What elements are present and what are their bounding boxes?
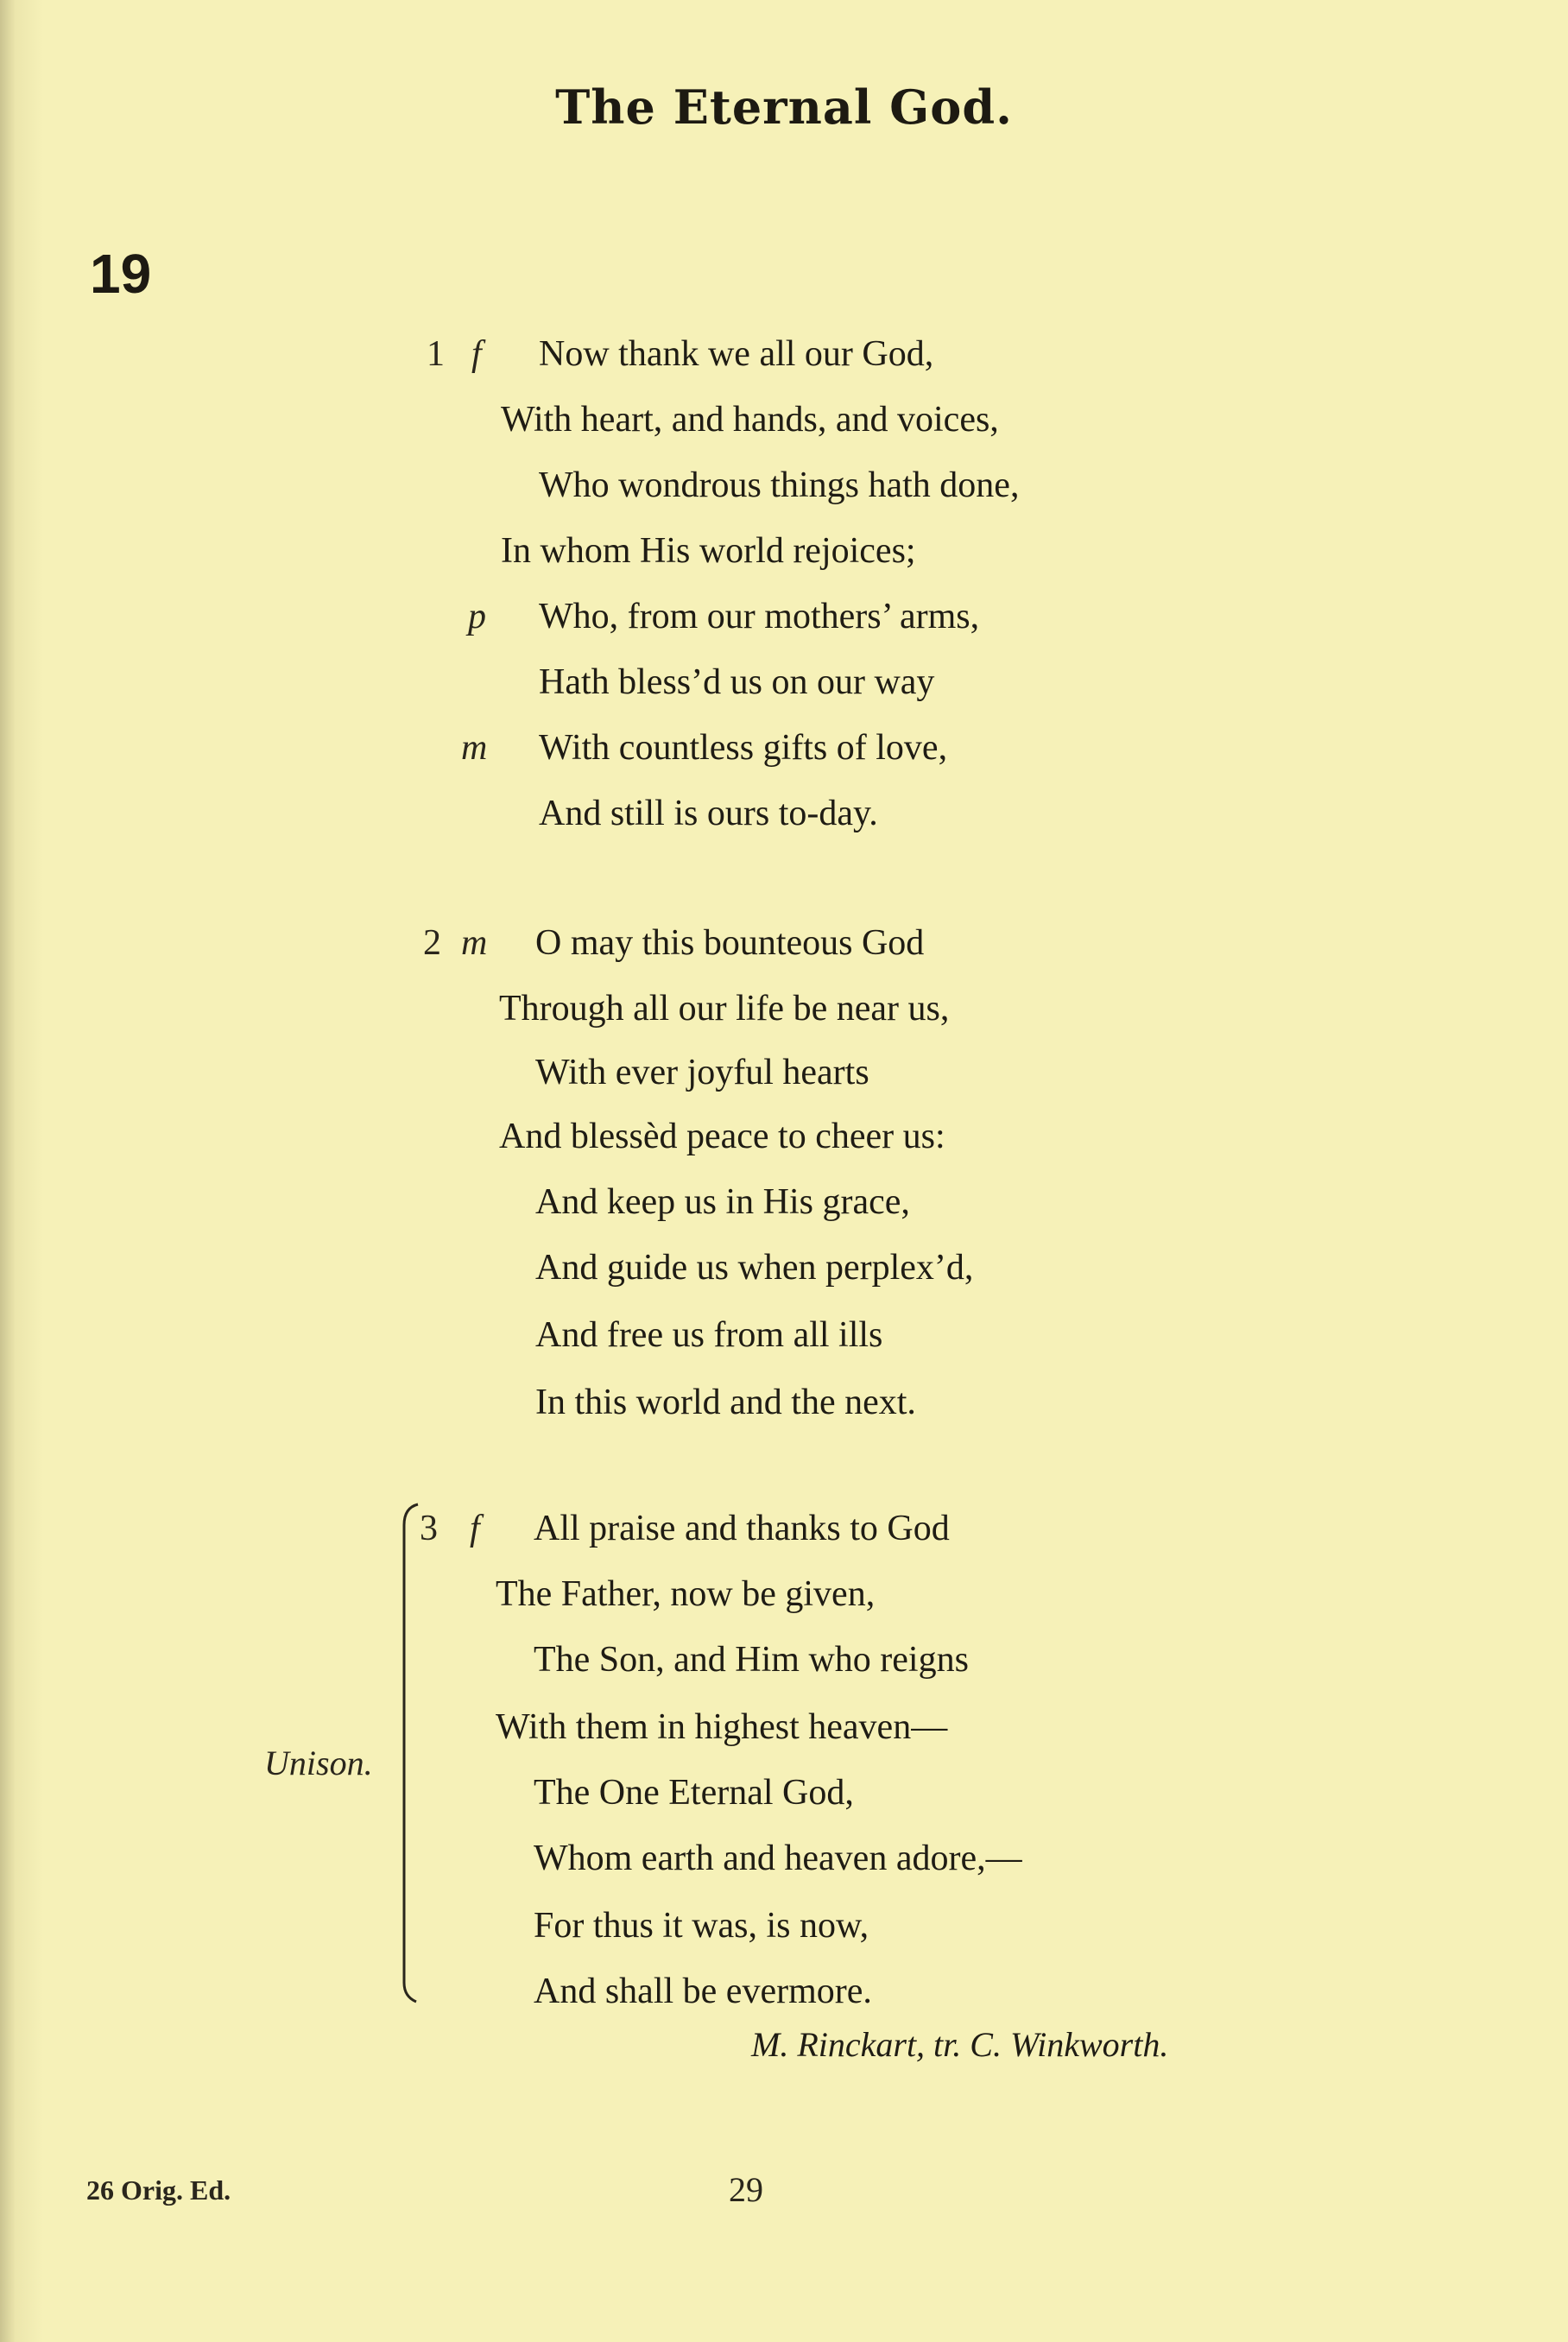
hymn-line: The Son, and Him who reigns bbox=[534, 1640, 969, 1680]
hymn-line: And still is ours to-day. bbox=[539, 794, 878, 833]
dynamic-marking: p bbox=[468, 597, 486, 636]
dynamic-marking: f bbox=[471, 334, 482, 374]
stanza-number-3: 3 bbox=[420, 1509, 438, 1548]
dynamic-marking: m bbox=[461, 923, 488, 963]
hymn-line: O may this bounteous God bbox=[535, 923, 925, 963]
hymn-line: Through all our life be near us, bbox=[499, 989, 950, 1029]
hymn-line: The Father, now be given, bbox=[496, 1574, 876, 1614]
stanza-number-2: 2 bbox=[423, 923, 441, 963]
hymn-line: For thus it was, is now, bbox=[534, 1906, 869, 1946]
hymn-number: 19 bbox=[90, 243, 152, 305]
hymn-line: The One Eternal God, bbox=[534, 1773, 854, 1813]
hymn-line: And guide us when perplex’d, bbox=[535, 1248, 974, 1288]
hymn-line: And keep us in His grace, bbox=[535, 1182, 910, 1222]
hymn-line: In this world and the next. bbox=[535, 1383, 916, 1422]
dynamic-marking: f bbox=[470, 1509, 480, 1548]
unison-brace bbox=[399, 1503, 420, 2003]
page-title: The Eternal God. bbox=[555, 79, 1013, 135]
edition-note: 26 Orig. Ed. bbox=[86, 2174, 231, 2206]
hymn-line: In whom His world rejoices; bbox=[501, 531, 916, 571]
page-number: 29 bbox=[729, 2170, 763, 2209]
hymn-line: Now thank we all our God, bbox=[539, 334, 934, 374]
hymn-line: With heart, and hands, and voices, bbox=[501, 400, 999, 440]
hymn-line: Whom earth and heaven adore,— bbox=[534, 1839, 1022, 1878]
hymn-line: Who wondrous things hath done, bbox=[539, 465, 1020, 505]
dynamic-marking: m bbox=[461, 728, 488, 768]
hymn-line: With ever joyful hearts bbox=[535, 1053, 869, 1092]
hymn-attribution: M. Rinckart, tr. C. Winkworth. bbox=[751, 2025, 1169, 2064]
hymn-line: And shall be evermore. bbox=[534, 1972, 872, 2011]
unison-label: Unison. bbox=[264, 1744, 373, 1782]
stanza-number-1: 1 bbox=[427, 334, 445, 374]
hymn-line: Hath bless’d us on our way bbox=[539, 662, 935, 702]
hymn-line: With countless gifts of love, bbox=[539, 728, 948, 768]
hymn-line: And blessèd peace to cheer us: bbox=[499, 1117, 945, 1156]
hymn-line: With them in highest heaven— bbox=[496, 1707, 948, 1747]
hymn-line: All praise and thanks to God bbox=[534, 1509, 950, 1548]
hymn-line: And free us from all ills bbox=[535, 1315, 883, 1355]
hymn-line: Who, from our mothers’ arms, bbox=[539, 597, 980, 636]
